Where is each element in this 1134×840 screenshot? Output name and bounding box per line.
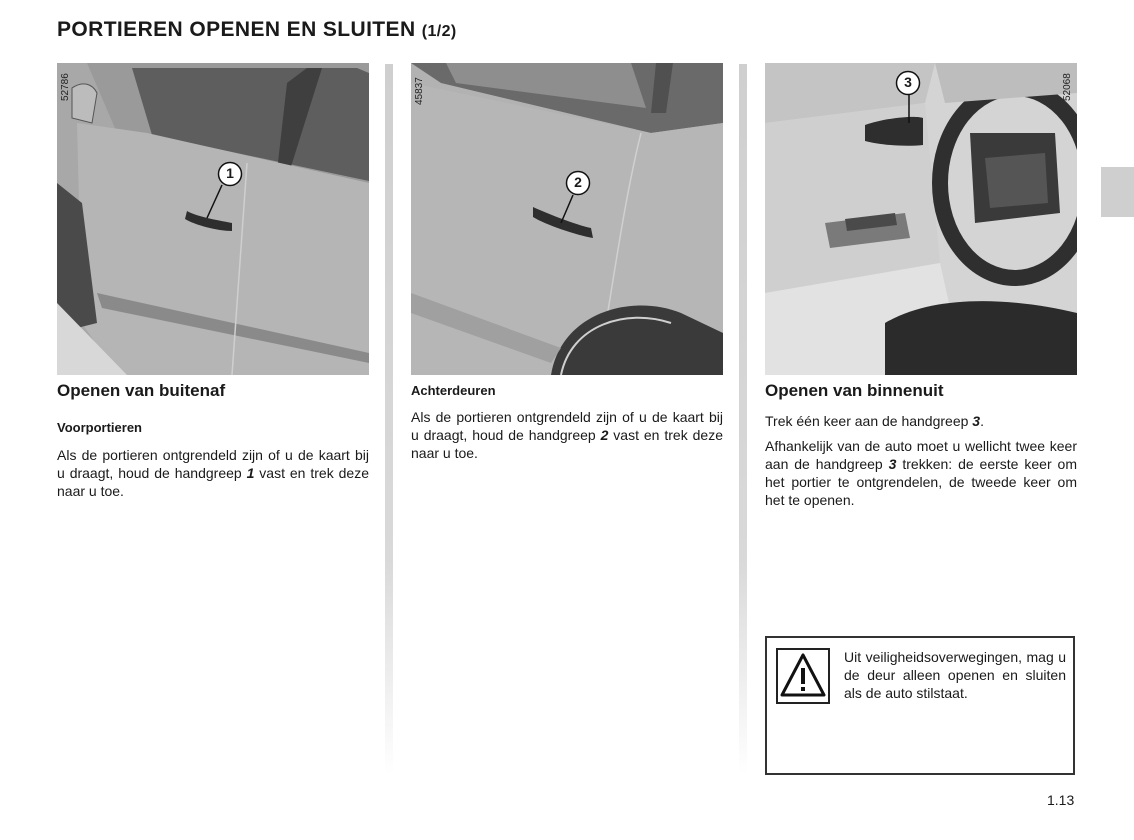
col3-p1-text-a: Trek één keer aan de handgreep <box>765 413 973 429</box>
figure-interior-door <box>765 63 1077 375</box>
page-title-text: PORTIEREN OPENEN EN SLUITEN <box>57 18 416 41</box>
col1-text-a: Als de portieren ontgrendeld zijn of u de kaart bij u draagt, houd de handgreep <box>57 447 369 481</box>
chapter-tab <box>1101 167 1134 217</box>
col2-text-a: Als de portieren ontgrendeld zijn of u de kaart bij u draagt, houd de handgreep <box>411 409 723 443</box>
col1-heading: Openen van buitenaf <box>57 381 226 400</box>
column-divider-1 <box>385 64 393 774</box>
page-number: 1.13 <box>1047 792 1075 808</box>
page-title <box>57 18 457 42</box>
col3-p2-ref: 3 <box>888 456 897 472</box>
page-title-part: (1/2) <box>421 23 457 40</box>
figure-rear-door <box>411 63 723 375</box>
col3-heading: Openen van binnenuit <box>765 381 944 400</box>
col2-text-b: vast en trek deze naar u toe. <box>411 427 723 461</box>
col1-text-b: vast en trek deze naar u toe. <box>57 465 369 499</box>
warning-triangle-icon <box>778 650 828 702</box>
column-divider-2 <box>739 64 747 774</box>
callout-1-label: 1 <box>226 165 234 181</box>
callout-3-label: 3 <box>904 74 912 90</box>
col1-paragraph <box>57 446 369 500</box>
figure-number: 52786 <box>60 73 71 101</box>
col3-paragraph-2 <box>765 437 1077 509</box>
col1-subheading: Voorportieren <box>57 420 142 435</box>
col3-p2-text-a: Afhankelijk van de auto moet u wellicht twee keer aan de handgreep <box>765 438 1077 472</box>
col3-p1-text-b: . <box>980 413 984 429</box>
figure-number: 45837 <box>414 77 425 105</box>
col3-paragraph-1 <box>765 412 1077 430</box>
figure-front-door <box>57 63 369 375</box>
col3-p2-text-b: trekken: de eerste keer om het portier te ontgrendelen, de tweede keer om het te openen. <box>765 456 1077 508</box>
figure-number: 52068 <box>1062 73 1073 101</box>
front-door-handle-illustration <box>57 63 369 375</box>
col1-ref: 1 <box>246 465 255 481</box>
rear-door-handle-illustration <box>411 63 723 375</box>
warning-box <box>765 636 1075 775</box>
warning-icon-frame <box>776 648 830 704</box>
callout-3-leader <box>903 93 923 125</box>
col2-ref: 2 <box>600 427 609 443</box>
col2-paragraph <box>411 408 723 462</box>
warning-text: Uit veiligheidsoverwegingen, mag u de deur alleen openen en sluiten als de auto stilstaat. <box>844 649 1066 701</box>
callout-2-label: 2 <box>574 174 582 190</box>
col2-subheading: Achterdeuren <box>411 383 496 398</box>
col3-p1-ref: 3 <box>972 413 981 429</box>
